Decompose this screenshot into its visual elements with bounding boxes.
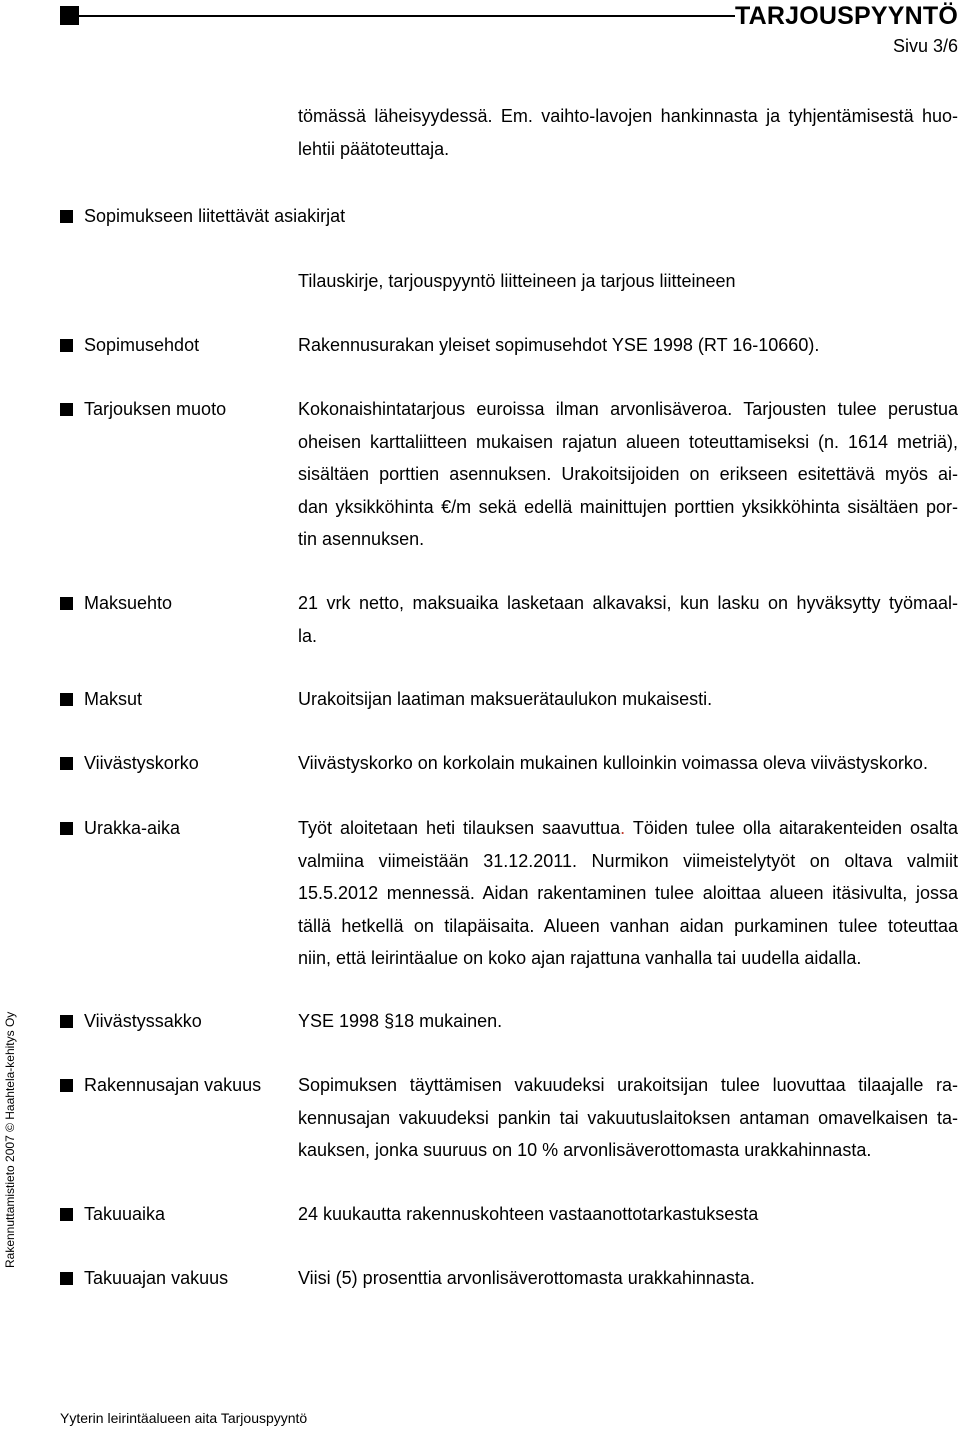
page-number: Sivu 3/6 — [892, 36, 958, 56]
section-label-maksut: Maksut — [60, 683, 142, 715]
section-value-viivastyskorko: Viivästyskorko on korkolain mukainen kulloinkin voimassa oleva viivästyskorko. — [298, 753, 928, 773]
text-line: dan yksikköhinta €/m sekä edellä mainittujen porttien yksikköhinta sisältäen por- — [298, 496, 958, 517]
section-label-urakka-aika: Urakka-aika — [60, 812, 180, 844]
section-label-takuuaika: Takuuaika — [60, 1198, 165, 1230]
bullet-icon — [60, 1272, 73, 1285]
text-line: kennusajan vakuudeksi pankin tai vakuutuslaitoksen antaman omavelkaisen ta- — [298, 1107, 958, 1128]
section-label-liitteet: Sopimukseen liitettävät asiakirjat — [60, 200, 345, 232]
bullet-icon — [60, 1015, 73, 1028]
section-value-sopimusehdot: Rakennusurakan yleiset sopimusehdot YSE 1998 (RT 16-10660). — [298, 335, 820, 355]
section-label-vakuus: Rakennusajan vakuus — [60, 1069, 261, 1101]
text-line: 21 vrk netto, maksuaika lasketaan alkavaksi, kun lasku on hyväksytty työmaal- — [298, 593, 958, 613]
bullet-icon — [60, 403, 73, 416]
section-value-takuuajan-vakuus: Viisi (5) prosenttia arvonlisäverottomasta urakkahinnasta. — [298, 1268, 755, 1288]
section-label-viivastyskorko: Viivästyskorko — [60, 747, 199, 779]
section-label-maksuehto: Maksuehto — [60, 587, 172, 619]
text-line: valmiina viimeistään 31.12.2011. Nurmikon viimeistelytyöt on oltava valmiit — [298, 850, 958, 871]
text-line: Sopimuksen täyttämisen vakuudeksi urakoitsijan tulee luovuttaa tilaajalle ra- — [298, 1075, 958, 1095]
bullet-icon — [60, 757, 73, 770]
document-title: TARJOUSPYYNTÖ — [735, 2, 958, 30]
red-period: . — [620, 818, 626, 838]
text-line: tällä hetkellä on tilapäisaita. Alueen vanhan aidan purkaminen tulee toteuttaa — [298, 915, 958, 936]
text-line: Työt aloitetaan heti tilauksen saavuttua. Töiden tulee olla aitarakenteiden osalta — [298, 818, 958, 838]
header-rule — [79, 15, 735, 17]
text-line: oheisen karttaliitteen mukaisen rajatun alueen toteuttamiseksi (n. 1614 metriä), — [298, 431, 958, 452]
intro-line: tömässä läheisyydessä. Em. vaihto-lavojen hankinnasta ja tyhjentämisestä huo- — [298, 106, 958, 126]
section-value-muoto — [298, 393, 958, 556]
bullet-icon — [60, 822, 73, 835]
section-value-takuuaika: 24 kuukautta rakennuskohteen vastaanottotarkastuksesta — [298, 1204, 759, 1224]
bullet-icon — [60, 597, 73, 610]
section-value-urakka-aika — [298, 812, 958, 975]
text-line: niin, että leirintäalue on koko ajan rajattuna vanhalla tai uudella aidalla. — [298, 948, 862, 968]
bullet-icon — [60, 693, 73, 706]
intro-line: lehtii päätoteuttaja. — [298, 138, 450, 159]
section-label-takuuajan-vakuus: Takuuajan vakuus — [60, 1262, 228, 1294]
page-footer: Yyterin leirintäalueen aita Tarjouspyyntö — [60, 1410, 308, 1426]
bullet-icon — [60, 210, 73, 223]
header-square-icon — [60, 6, 79, 25]
section-value-maksut: Urakoitsijan laatiman maksuerätaulukon mukaisesti. — [298, 689, 713, 709]
intro-paragraph — [298, 100, 958, 165]
text-line: sisältäen porttien asennuksen. Urakoitsijoiden on erikseen esitettävä myös ai- — [298, 464, 958, 484]
section-value-vakuus — [298, 1069, 958, 1167]
text-line: la. — [298, 625, 318, 646]
section-label-sopimusehdot: Sopimusehdot — [60, 329, 199, 361]
bullet-icon — [60, 339, 73, 352]
section-value-liitteet: Tilauskirje, tarjouspyyntö liitteineen ja tarjous liitteineen — [298, 271, 736, 291]
bullet-icon — [60, 1208, 73, 1221]
section-label-muoto: Tarjouksen muoto — [60, 393, 226, 425]
text-line: tin asennuksen. — [298, 529, 425, 549]
text-line: kauksen, jonka suuruus on 10 % arvonlisäverottomasta urakkahinnasta. — [298, 1140, 872, 1160]
text-line: 15.5.2012 mennessä. Aidan rakentaminen tulee aloittaa alueen itäsivulta, jossa — [298, 883, 958, 903]
section-value-viivastyssakko: YSE 1998 §18 mukainen. — [298, 1011, 503, 1031]
text-line: Kokonaishintatarjous euroissa ilman arvonlisäveroa. Tarjousten tulee perustua — [298, 399, 958, 419]
bullet-icon — [60, 1079, 73, 1092]
section-value-maksuehto — [298, 587, 958, 652]
section-label-viivastyssakko: Viivästyssakko — [60, 1005, 202, 1037]
side-copyright-note: Rakennuttamistieto 2007 © Haahtela-kehitys Oy — [3, 1011, 17, 1268]
